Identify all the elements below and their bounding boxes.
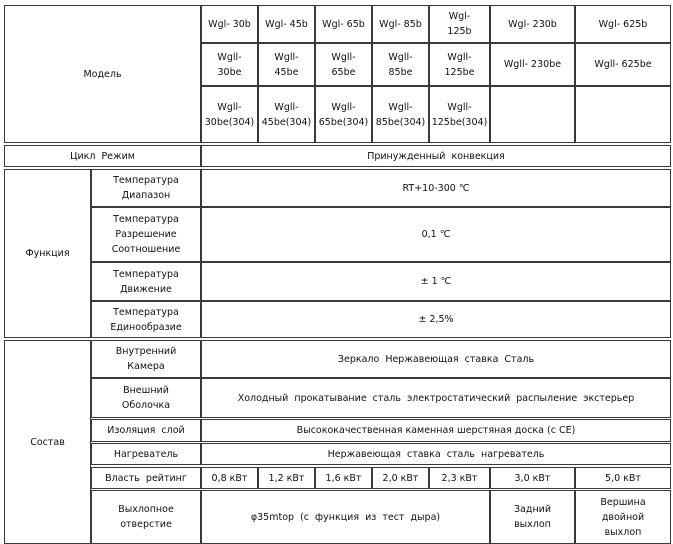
heater-label: Нагреватель (91, 443, 201, 465)
cycle-mode-label: Цикл Режим (4, 145, 201, 167)
power-cell-45: 1,2 кВт (258, 467, 315, 489)
model-label: Модель (4, 5, 201, 143)
exhaust-label: Выхлопное отверстие (91, 490, 201, 544)
inner-chamber-label: Внутренний Камера (91, 340, 201, 378)
power-rating-label: Власть рейтинг (91, 467, 201, 489)
insulation-label: Изоляция слой (91, 419, 201, 442)
header-cell-85be-304: Wgll- 85be(304) (372, 86, 429, 143)
temp-fluctuation-value: ± 1 ℃ (201, 262, 671, 301)
exhaust-625-value: Вершина двойной выхлоп (575, 490, 671, 544)
power-cell-65: 1,6 кВт (315, 467, 372, 489)
header-cell-30be-304: Wgll- 30be(304) (201, 86, 258, 143)
insulation-value: Высококачественная каменная шерстяная доска (с CE) (201, 419, 671, 442)
exhaust-small-models-value: φ35mtop (с функция из тест дыра) (201, 490, 490, 544)
power-cell-625: 5,0 кВт (575, 467, 671, 489)
header-cell-30b: Wgl- 30b (201, 5, 258, 43)
composition-group-label: Состав (4, 340, 91, 544)
outer-shell-label: Внешний Оболочка (91, 378, 201, 418)
header-cell-625-empty (575, 86, 671, 143)
header-cell-85b: Wgl- 85b (372, 5, 429, 43)
header-cell-65b: Wgl- 65b (315, 5, 372, 43)
temp-resolution-label: Температура Разрешение Соотношение (91, 207, 201, 262)
temp-resolution-value: 0,1 ℃ (201, 207, 671, 262)
power-cell-30: 0,8 кВт (201, 467, 258, 489)
outer-shell-value: Холодный прокатывание сталь электростатический распыление экстерьер (201, 378, 671, 418)
header-cell-45be-304: Wgll- 45be(304) (258, 86, 315, 143)
header-cell-230b: Wgl- 230b (490, 5, 575, 43)
power-cell-125: 2,3 кВт (429, 467, 490, 489)
header-cell-230be: Wgll- 230be (490, 43, 575, 86)
header-cell-125be: Wgll- 125be (429, 43, 490, 86)
temp-range-value: RT+10-300 ℃ (201, 169, 671, 207)
header-cell-625b: Wgl- 625b (575, 5, 671, 43)
function-group-label: Функция (4, 169, 91, 338)
inner-chamber-value: Зеркало Нержавеющая ставка Сталь (201, 340, 671, 378)
header-cell-125b: Wgl- 125b (429, 5, 490, 43)
header-cell-45b: Wgl- 45b (258, 5, 315, 43)
header-cell-65be: Wgll- 65be (315, 43, 372, 86)
header-cell-125be-304: Wgll- 125be(304) (429, 86, 490, 143)
power-cell-85: 2,0 кВт (372, 467, 429, 489)
header-cell-45be: Wgll- 45be (258, 43, 315, 86)
exhaust-230-value: Задний выхлоп (490, 490, 575, 544)
header-cell-65be-304: Wgll- 65be(304) (315, 86, 372, 143)
header-cell-85be: Wgll- 85be (372, 43, 429, 86)
header-cell-30be: Wgll- 30be (201, 43, 258, 86)
temp-range-label: Температура Диапазон (91, 169, 201, 207)
heater-value: Нержавеющая ставка сталь нагреватель (201, 443, 671, 465)
header-cell-230-empty (490, 86, 575, 143)
temp-uniformity-value: ± 2,5% (201, 301, 671, 338)
header-cell-625be: Wgll- 625be (575, 43, 671, 86)
cycle-mode-value: Принужденный конвекция (201, 145, 671, 167)
temp-uniformity-label: Температура Единообразие (91, 301, 201, 338)
power-cell-230: 3,0 кВт (490, 467, 575, 489)
temp-fluctuation-label: Температура Движение (91, 262, 201, 301)
